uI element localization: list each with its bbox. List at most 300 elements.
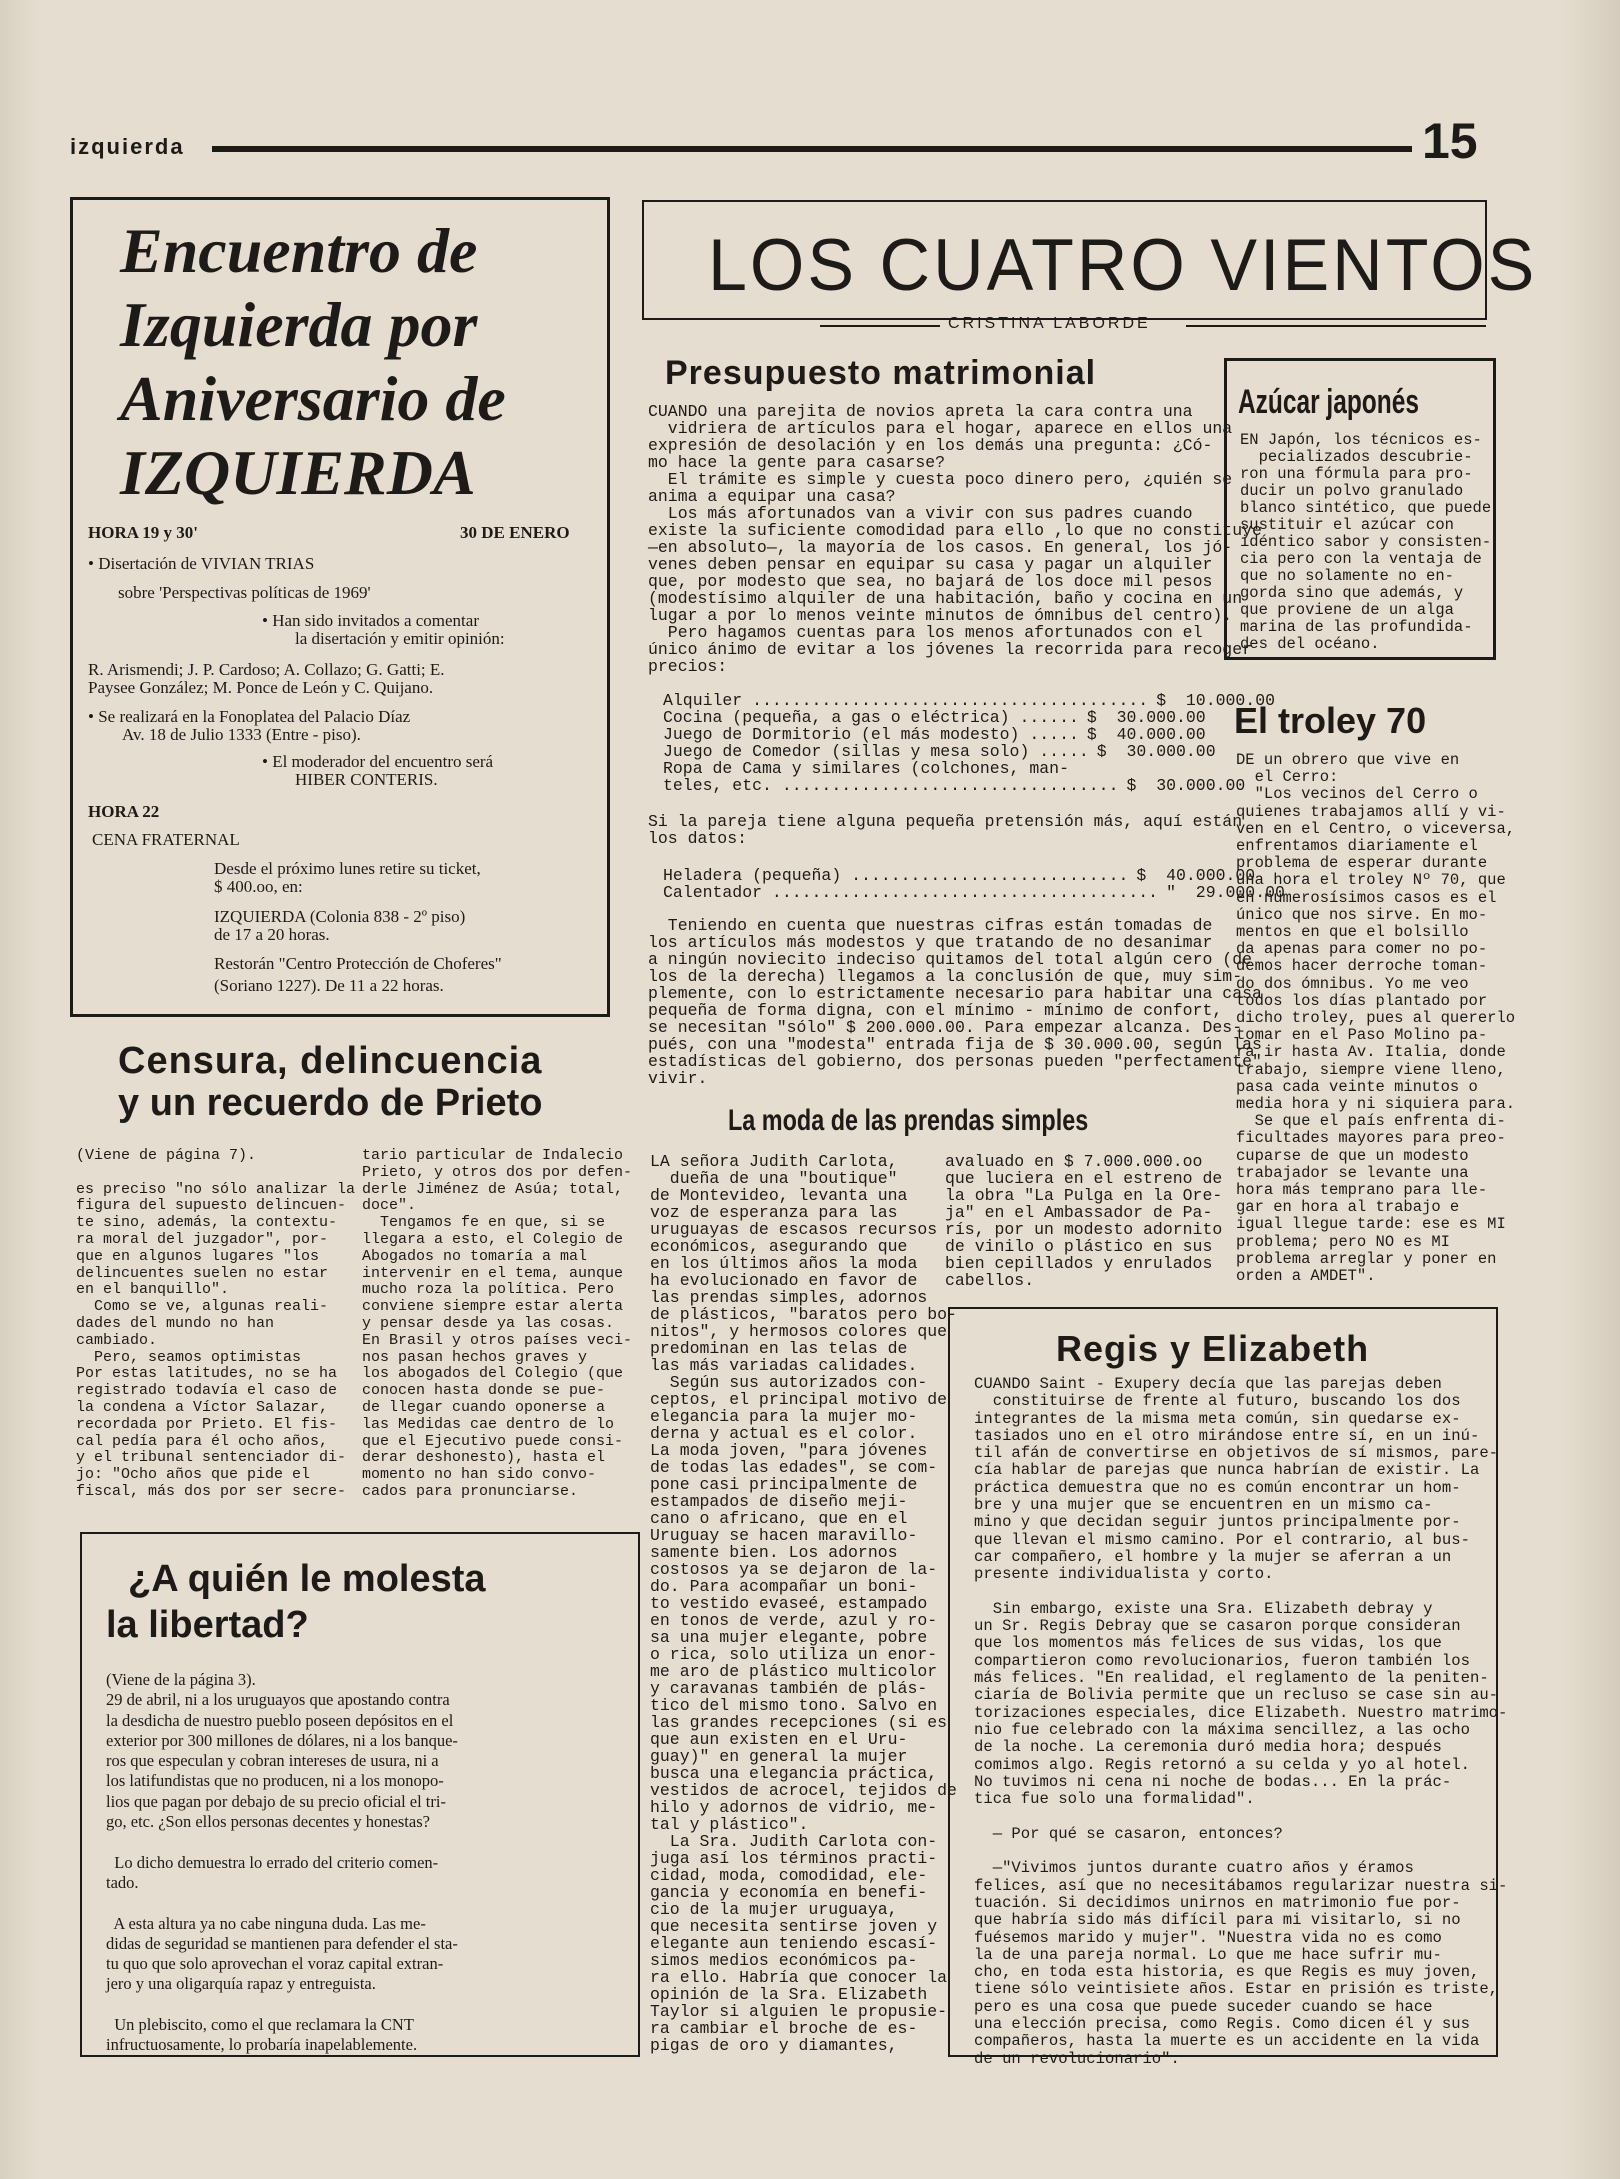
presupuesto-line: mo hace la gente para casarse?: [648, 453, 946, 472]
price-row: [663, 776, 1246, 795]
presupuesto-line: Pero hagamos cuentas para los menos afortunados con el: [648, 623, 1203, 642]
troley-line: demos hacer derroche toman-: [1236, 957, 1488, 976]
presupuesto-line: expresión de desolación y en los demás una pregunta: ¿Có-: [648, 436, 1213, 455]
azucar-line: marina de las profundida-: [1240, 618, 1473, 636]
troley-line: en numerosísimos casos es el: [1236, 888, 1497, 907]
censura-line: jo: "Ocho años que pide el: [76, 1466, 311, 1484]
moda-line: LA señora Judith Carlota,: [650, 1152, 898, 1171]
censura-line: derar deshonesto), hasta el: [362, 1449, 606, 1467]
moda-line: juga así los términos practi-: [650, 1849, 938, 1868]
moda-line: vestidos de acrocel, tejidos de: [650, 1781, 957, 1800]
libertad-line: exterior por 300 millones de dólares, ni a los banque-: [106, 1730, 458, 1750]
regis-line: bre y una mujer que se encuentren en un mismo ca-: [974, 1496, 1433, 1515]
censura-line: delincuentes suelen no estar: [76, 1264, 329, 1282]
censura-line: Abogados no tomaría a mal: [362, 1247, 588, 1265]
moda-line: predominan en las telas de: [650, 1339, 908, 1358]
azucar-line: que no solamente no en-: [1240, 567, 1454, 585]
regis-line: la de una pareja normal. Lo que me hace sufrir mu-: [974, 1945, 1442, 1964]
price-item-label: Calentador .......................................: [663, 883, 1159, 902]
moda-line: y caravanas también de plás-: [650, 1679, 928, 1698]
moda-line: bien cepillados y enrulados: [945, 1254, 1213, 1273]
libertad-line: Lo dicho demuestra lo errado del criterio comen-: [106, 1852, 439, 1872]
encuentro-cena: CENA FRATERNAL: [92, 830, 240, 849]
libertad-line: A esta altura ya no cabe ninguna duda. Las me-: [106, 1913, 426, 1933]
troley-line: do dos ómnibus. Yo me veo: [1236, 974, 1469, 993]
presupuesto-line: —en absoluto—, la mayoría de los casos. En general, los jó-: [648, 538, 1233, 557]
presupuesto-line: Si la pareja tiene alguna pequeña pretensión más, aquí están: [648, 812, 1243, 831]
regis-line: constituirse de frente al futuro, buscando los dos: [974, 1392, 1461, 1411]
regis-line: de la noche. La ceremonia duró media hora; después: [974, 1738, 1442, 1757]
moda-line: pigas de oro y diamantes,: [650, 2036, 898, 2055]
libertad-line: infructuosamente, lo probaría inapelablemente.: [106, 2035, 418, 2055]
byline-rule-left: [820, 325, 940, 327]
regis-line: Sin embargo, existe una Sra. Elizabeth debray y: [974, 1599, 1433, 1618]
censura-col2: [362, 1147, 633, 1501]
price-item-value: $ 10.000.00: [1156, 691, 1276, 710]
presupuesto-line: que, por modesto que sea, no bajará de los doce mil pesos: [648, 572, 1213, 591]
price-item-label: teles, etc. ..................................: [663, 776, 1119, 795]
encuentro-ticket4: de 17 a 20 horas.: [214, 925, 330, 944]
troley-line: ficultades mayores para preo-: [1236, 1129, 1506, 1148]
libertad-line: lios que pagan por debajo de su precio oficial el tri-: [106, 1791, 446, 1811]
moda-line: las prendas simples, adornos: [650, 1288, 928, 1307]
censura-line: tario particular de Indalecio: [362, 1147, 624, 1164]
troley-line: DE un obrero que vive en: [1236, 751, 1460, 769]
price-row: [663, 725, 1206, 744]
libertad-line: la desdicha de nuestro pueblo poseen depósitos en el: [106, 1710, 454, 1730]
moda-line: guay)" en general la mujer: [650, 1747, 908, 1766]
censura-line: derle Jiménez de Asúa; total,: [362, 1180, 624, 1198]
censura-line: recordada por Prieto. El fis-: [76, 1415, 338, 1433]
azucar-line: des del océano.: [1240, 635, 1380, 653]
moda-line: me aro de plástico multicolor: [650, 1662, 938, 1681]
censura-line: (Viene de página 7).: [76, 1147, 257, 1164]
troley-line: quienes trabajamos allí y vi-: [1236, 802, 1506, 821]
regis-line: tiene sólo veintisiete años. Estar en prisión es triste,: [974, 1980, 1499, 1999]
regis-line: mino y que decidan seguir juntos principalmente por-: [974, 1513, 1461, 1532]
moda-line: nitos", y hermosos colores que: [650, 1322, 948, 1341]
azucar-line: ducir un polvo granulado: [1240, 482, 1464, 500]
libertad-line: [106, 1995, 626, 2015]
moda-line: la obra "La Pulga en la Ore-: [945, 1186, 1223, 1205]
regis-line: que los momentos más felices de sus vidas, los que: [974, 1634, 1442, 1653]
moda-col2: [945, 1153, 1225, 1289]
azucar-title: Azúcar japonés: [1238, 383, 1419, 421]
regis-line: [974, 1584, 1494, 1601]
regis-line: [974, 1808, 1494, 1825]
regis-line: presente individualista y corto.: [974, 1565, 1274, 1584]
regis-line: No tuvimos ni cena ni noche de bodas... En la prác-: [974, 1772, 1452, 1791]
presupuesto-line: Los más afortunados van a vivir con sus padres cuando: [648, 504, 1193, 523]
price-item-label: Juego de Dormitorio (el más modesto) .....: [663, 725, 1079, 744]
presupuesto-line: precios:: [648, 657, 728, 676]
moda-line: las grandes recepciones (si es: [650, 1713, 948, 1732]
encuentro-line1: • Disertación de VIVIAN TRIAS: [88, 554, 315, 573]
moda-line: sa una mujer elegante, pobre: [650, 1628, 928, 1647]
header-rule: [212, 146, 1412, 152]
censura-line: llegara a esto, el Colegio de: [362, 1230, 624, 1248]
encuentro-ticket2: $ 400.oo, en:: [214, 877, 303, 896]
censura-line: figura del supuesto delincuen-: [76, 1197, 347, 1215]
troley-line: gar en hora al trabajo e: [1236, 1198, 1460, 1217]
presupuesto-title: Presupuesto matrimonial: [665, 354, 1097, 392]
encuentro-line2: sobre 'Perspectivas políticas de 1969': [118, 583, 371, 602]
libertad-line: 29 de abril, ni a los uruguayos que apostando contra: [106, 1690, 450, 1710]
presupuesto-p2: [648, 812, 1243, 848]
censura-line: doce".: [362, 1197, 417, 1215]
moda-line: ceptos, el principal motivo de: [650, 1390, 948, 1409]
troley-line: problema de esperar durante: [1236, 854, 1488, 873]
presupuesto-line: anima a equipar una casa?: [648, 487, 896, 506]
troley-line: orden a AMDET".: [1236, 1267, 1376, 1286]
censura-line: que en algunos lugares "los: [76, 1247, 320, 1265]
troley-line: una hora el troley Nº 70, que: [1236, 871, 1506, 890]
censura-line: que el Ejecutivo puede consi-: [362, 1432, 624, 1450]
censura-line: cal pedía para él ocho años,: [76, 1432, 329, 1450]
censura-title-line1: Censura, delincuencia: [118, 1040, 543, 1082]
libertad-line: tu quo que solo aprovechan el voraz capital extran-: [106, 1954, 444, 1974]
moda-line: ha evolucionado en favor de: [650, 1271, 918, 1290]
censura-line: Por estas latitudes, no se ha: [76, 1365, 338, 1383]
moda-line: rís, por un modesto adornito: [945, 1220, 1223, 1239]
presupuesto-line: (modestísimo alquiler de una habitación, baño y cocina en un: [648, 589, 1243, 608]
moda-line: derna y actual es el color.: [650, 1424, 918, 1443]
troley-line: igual llegue tarde: ese es MI: [1236, 1215, 1506, 1234]
presupuesto-line: los de la derecha) llegamos a la conclusión de que, muy sim-: [648, 967, 1243, 986]
azucar-body: [1240, 432, 1490, 653]
regis-line: cho, en toda esta historia, es que Regis es muy joven,: [974, 1963, 1480, 1982]
encuentro-line3a: • Han sido invitados a comentar: [262, 611, 479, 630]
moda-line: que luciera en el estreno de: [945, 1169, 1223, 1188]
regis-line: —"Vivimos juntos durante cuatro años y éramos: [974, 1859, 1414, 1878]
encuentro-ticket5: Restorán "Centro Protección de Choferes": [214, 954, 502, 973]
troley-line: mentos en que el bolsillo: [1236, 923, 1469, 942]
presupuesto-line: vidriera de artículos para el hogar, aparece en ellos una: [648, 419, 1233, 438]
regis-line: que habría sido más difícil para mi visitarlo, si no: [974, 1911, 1461, 1930]
censura-line: nos pasan hechos graves y: [362, 1348, 588, 1366]
moda-line: costosos ya se dejaron de la-: [650, 1560, 938, 1579]
censura-line: y pensar desde ya las cosas.: [362, 1314, 615, 1332]
censura-line: registrado todavía el caso de: [76, 1382, 338, 1400]
price-item-label: Cocina (pequeña, a gas o eléctrica) ......: [663, 708, 1079, 727]
moda-line: tal y plástico".: [650, 1815, 809, 1834]
troley-line: da apenas para comer no po-: [1236, 940, 1488, 959]
censura-col1: [76, 1147, 356, 1501]
presupuesto-line: estadísticas del gobierno, dos personas pueden "perfectamente": [648, 1052, 1262, 1071]
presupuesto-prices: [663, 691, 1276, 795]
moda-line: cabellos.: [945, 1271, 1035, 1290]
moda-line: cidad, moda, comodidad, ele-: [650, 1866, 928, 1885]
censura-line: los abogados del Colegio (que: [362, 1365, 624, 1383]
troley-line: Se que el país enfrenta di-: [1236, 1112, 1506, 1131]
censura-line: En Brasil y otros países veci-: [362, 1331, 633, 1349]
libertad-line: jero y una oligarquía rapaz y entreguista.: [106, 1974, 376, 1994]
moda-line: gancia y economía en benefi-: [650, 1883, 928, 1902]
censura-line: momento no han sido convo-: [362, 1466, 597, 1484]
price-row: [663, 760, 1203, 777]
encuentro-title: [120, 214, 600, 510]
censura-line: conviene siempre estar alerta: [362, 1298, 624, 1316]
regis-body: [974, 1375, 1508, 2068]
moda-line: pone casi principalmente de: [650, 1475, 918, 1494]
troley-line: "Los vecinos del Cerro o: [1236, 785, 1478, 804]
regis-line: pero es una cosa que puede suceder cuando se hace: [974, 1997, 1433, 2016]
troley-line: dicho troley, pues al quererlo: [1236, 1009, 1516, 1028]
regis-line: cía hablar de parejas que nunca habrían de existir. La: [974, 1461, 1480, 1480]
presupuesto-p3: [648, 916, 1262, 1088]
encuentro-title-line: IZQUIERDA: [120, 437, 476, 508]
price-item-value: $ 30.000.00: [1126, 776, 1246, 795]
moda-line: económicos, asegurando que: [650, 1237, 908, 1256]
troley-line: problema arreglar y poner en: [1236, 1249, 1497, 1268]
moda-line: ra cambiar el broche de es-: [650, 2019, 918, 2038]
encuentro-ticket3: IZQUIERDA (Colonia 838 - 2º piso): [214, 907, 466, 926]
price-item-value: " 29.000.00: [1166, 883, 1285, 902]
moda-line: avaluado en $ 7.000.000.oo: [945, 1152, 1203, 1171]
censura-line: fiscal, más dos por ser secre-: [76, 1482, 347, 1500]
troley-line: trabajo, siempre viene lleno,: [1236, 1060, 1506, 1079]
censura-line: te sino, además, la contextu-: [76, 1214, 338, 1232]
moda-line: La moda joven, "para jóvenes: [650, 1441, 928, 1460]
presupuesto-line: existe la suficiente comodidad para ello ,lo que no constituye: [648, 521, 1262, 540]
libertad-line: go, etc. ¿Son ellos personas decentes y honestas?: [106, 1812, 430, 1832]
presupuesto-prices2: [663, 866, 1285, 902]
regis-line: CUANDO Saint - Exupery decía que las parejas deben: [974, 1375, 1442, 1393]
presupuesto-line: CUANDO una parejita de novios apreta la cara contra una: [648, 402, 1193, 421]
troley-line: ra ir hasta Av. Italia, donde: [1236, 1043, 1506, 1062]
page-number: 15: [1422, 113, 1478, 169]
censura-line: [76, 1165, 341, 1182]
moda-line: ja" en el Ambassador de Pa-: [945, 1203, 1213, 1222]
libertad-line: ros que especulan y cobran intereses de usura, ni a: [106, 1751, 439, 1771]
censura-line: Tengamos fe en que, si se: [362, 1214, 606, 1232]
presupuesto-line: El trámite es simple y cuesta poco dinero pero, ¿quién se: [648, 470, 1233, 489]
regis-line: ciaría de Bolivia permite que un recluso se case sin au-: [974, 1686, 1499, 1705]
header-brand: izquierda: [70, 134, 185, 159]
troley-title: El troley 70: [1234, 700, 1427, 741]
price-row: [663, 691, 1276, 710]
presupuesto-line: plemente, con lo estrictamente necesario para habitar una casa: [648, 984, 1262, 1003]
presupuesto-line: venes deben pensar en equipar su casa y pagar un alquiler: [648, 555, 1213, 574]
libertad-line: [106, 1832, 626, 1852]
moda-line: estampados de diseño meji-: [650, 1492, 908, 1511]
moda-line: Según sus autorizados con-: [650, 1373, 928, 1392]
regis-title: Regis y Elizabeth: [1056, 1328, 1370, 1369]
censura-line: cambiado.: [76, 1331, 158, 1349]
censura-line: la condena a Víctor Salazar,: [76, 1398, 329, 1416]
censura-line: Como se ve, algunas reali-: [76, 1298, 329, 1316]
moda-line: dueña de una "boutique": [650, 1169, 898, 1188]
presupuesto-line: los datos:: [648, 829, 748, 848]
libertad-body: [106, 1670, 626, 2056]
price-item-label: Alquiler ........................................: [663, 691, 1149, 710]
encuentro-hora2: HORA 22: [88, 802, 160, 821]
moda-line: voz de esperanza para las: [650, 1203, 898, 1222]
presupuesto-line: se necesitan "sólo" $ 200.000.00. Para empezar alcanza. Des-: [648, 1018, 1243, 1037]
regis-line: tasiados uno en el otro mirándose entre sí, en un inú-: [974, 1426, 1480, 1445]
moda-line: las más variadas calidades.: [650, 1356, 918, 1375]
encuentro-line3b: la disertación y emitir opinión:: [295, 629, 505, 648]
regis-line: nio fue celebrado con la máxima sencillez, a las ocho: [974, 1720, 1470, 1739]
moda-line: en los últimos años la moda: [650, 1254, 918, 1273]
troley-line: problema; pero NO es MI: [1236, 1232, 1450, 1251]
price-item-value: $ 40.000.00: [1136, 866, 1256, 885]
moda-line: elegante aun teniendo escasí-: [650, 1934, 938, 1953]
moda-line: que necesita sentirse joven y: [650, 1917, 938, 1936]
presupuesto-line: lugar a por lo menos veinte minutos de ómnibus del centro).: [648, 606, 1233, 625]
moda-line: busca una elegancia práctica,: [650, 1764, 938, 1783]
price-item-label: Juego de Comedor (sillas y mesa solo) .....: [663, 742, 1089, 761]
azucar-line: EN Japón, los técnicos es-: [1240, 431, 1482, 449]
cuatro-vientos-title: LOS CUATRO VIENTOS: [708, 224, 1538, 306]
censura-line: dades del mundo no han: [76, 1314, 275, 1332]
moda-line: opinión de la Sra. Elizabeth: [650, 1985, 928, 2004]
regis-line: una elección precisa, como Regis. Como dicen él y sus: [974, 2014, 1470, 2033]
troley-line: tomar en el Paso Molino pa-: [1236, 1026, 1488, 1045]
moda-line: de plásticos, "baratos pero bo-: [650, 1305, 957, 1324]
regis-line: compartieron como revolucionarios, fueron también los: [974, 1651, 1470, 1670]
regis-line: práctica demuestra que no es común encontrar un hom-: [974, 1478, 1461, 1497]
censura-line: en el banquillo".: [76, 1281, 230, 1299]
censura-line: ra moral del juzgador", por-: [76, 1230, 329, 1248]
azucar-line: idéntico sabor y consisten-: [1240, 533, 1492, 551]
presupuesto-line: pequeña de forma digna, con el mínimo - mínimo de confort,: [648, 1001, 1223, 1020]
encuentro-line6a: • El moderador del encuentro será: [262, 752, 494, 771]
regis-line: torizaciones especiales, dice Elizabeth. Nuestro matrimo-: [974, 1703, 1508, 1722]
libertad-line: (Viene de la página 3).: [106, 1670, 256, 1689]
presupuesto-line: único ánimo de evitar a los jóvenes la recorrida para recoger: [648, 640, 1252, 659]
encuentro-title-line: Izquierda por: [120, 289, 478, 360]
regis-line: tuación. Si decidimos unirnos en matrimonio fue por-: [974, 1893, 1461, 1912]
moda-line: simos medios económicos pa-: [650, 1951, 918, 1970]
moda-line: Uruguay se hacen maravillo-: [650, 1526, 918, 1545]
regis-line: — Por qué se casaron, entonces?: [974, 1824, 1283, 1843]
price-item-value: $ 30.000.00: [1086, 708, 1206, 727]
censura-line: y el tribunal sentenciador di-: [76, 1449, 347, 1467]
price-item-value: $ 30.000.00: [1096, 742, 1216, 761]
price-item-value: $ 40.000.00: [1086, 725, 1206, 744]
libertad-line: tado.: [106, 1872, 139, 1892]
moda-line: tico del mismo tono. Salvo en: [650, 1696, 938, 1715]
regis-line: car compañero, el hombre y la mujer se aferran a un: [974, 1547, 1452, 1566]
troley-line: el Cerro:: [1236, 768, 1339, 787]
encuentro-hora1: HORA 19 y 30': [88, 523, 199, 542]
moda-line: uruguayas de escasos recursos: [650, 1220, 938, 1239]
regis-line: felices, así que no necesitábamos regularizar nuestra si-: [974, 1876, 1508, 1895]
encuentro-line5a: • Se realizará en la Fonoplatea del Palacio Díaz: [88, 707, 411, 726]
censura-line: cados para pronunciarse.: [362, 1482, 579, 1500]
moda-title: La moda de las prendas simples: [728, 1104, 1089, 1137]
troley-line: ven en el Centro, o viceversa,: [1236, 819, 1516, 838]
moda-line: to vestido evaseé, estampado: [650, 1594, 928, 1613]
encuentro-line4b: Paysee González; M. Ponce de León y C. Quijano.: [88, 678, 434, 697]
regis-line: que llevan el mismo camino. Por el contrario, al bus-: [974, 1530, 1470, 1549]
price-row: [663, 742, 1216, 761]
azucar-line: gorda sino que además, y: [1240, 584, 1464, 602]
price-row: [663, 866, 1256, 885]
presupuesto-intro: [648, 402, 1262, 676]
troley-body: [1236, 751, 1516, 1286]
presupuesto-line: a ningún noviecito indeciso quitamos del total algún cero (de: [648, 950, 1252, 969]
presupuesto-line: pués, con una "modesta" entrada fija de $ 30.000.00, según las: [648, 1035, 1262, 1054]
regis-line: compañeros, hasta la muerte es un accidente en la vida: [974, 2032, 1480, 2051]
price-item-label: Heladera (pequeña) ............................: [663, 866, 1129, 885]
libertad-line: [106, 1893, 626, 1913]
censura-line: mucho roza la política. Pero: [362, 1281, 615, 1299]
troley-line: cuparse de que un modesto: [1236, 1146, 1469, 1165]
regis-line: integrantes de la misma meta común, sin quedarse ex-: [974, 1409, 1461, 1428]
troley-line: trabajador se levante una: [1236, 1163, 1469, 1182]
moda-line: que aun existen en el Uru-: [650, 1730, 908, 1749]
encuentro-title-line: Aniversario de: [120, 363, 506, 434]
price-row: [663, 883, 1285, 902]
troley-line: hora más temprano para lle-: [1236, 1181, 1488, 1200]
encuentro-line4a: R. Arismendi; J. P. Cardoso; A. Collazo; G. Gatti; E.: [88, 660, 445, 679]
price-item-label: Ropa de Cama y similares (colchones, man-: [663, 759, 1069, 778]
azucar-line: blanco sintético, que puede: [1240, 499, 1492, 517]
presupuesto-line: los artículos más modestos y que tratando de no desanimar: [648, 933, 1213, 952]
encuentro-title-line: Encuentro de: [120, 215, 478, 286]
byline-rule-right: [1186, 325, 1486, 327]
censura-line: Prieto, y otros dos por defen-: [362, 1163, 633, 1181]
troley-line: enfrentamos diariamente el: [1236, 837, 1478, 856]
libertad-line: didas de seguridad se mantienen para defender el sta-: [106, 1933, 458, 1953]
moda-col1: [650, 1152, 957, 2055]
moda-line: cano o africano, que en el: [650, 1509, 908, 1528]
azucar-line: ron una fórmula para pro-: [1240, 465, 1473, 483]
regis-line: fuésemos marido y mujer". "Nuestra vida no es como: [974, 1928, 1442, 1947]
troley-line: único que nos sirve. En mo-: [1236, 905, 1488, 924]
censura-line: intervenir en el tema, aunque: [362, 1264, 624, 1282]
censura-line: conocen hasta donde se pue-: [362, 1382, 606, 1400]
censura-line: es preciso "no sólo analizar la: [76, 1180, 356, 1198]
censura-line: las Medidas cae dentro de lo: [362, 1415, 615, 1433]
azucar-line: que proviene de un alga: [1240, 601, 1454, 619]
regis-line: comimos algo. Regis retornó a su celda y yo al hotel.: [974, 1755, 1470, 1774]
censura-line: Pero, seamos optimistas: [76, 1348, 302, 1366]
price-row: [663, 708, 1206, 727]
regis-line: [974, 1843, 1494, 1860]
regis-line: más felices. "En realidad, el reglamento de la peniten-: [974, 1669, 1489, 1688]
moda-line: de vinilo o plástico en sus: [945, 1237, 1213, 1256]
regis-line: un Sr. Regis Debray que se casaron porque consideran: [974, 1617, 1461, 1636]
moda-line: en tonos de verde, azul y ro-: [650, 1611, 938, 1630]
moda-line: cio de la mujer uruguaya,: [650, 1900, 898, 1919]
moda-line: Taylor si alguien le propusie-: [650, 2002, 948, 2021]
moda-line: de todas las edades", se com-: [650, 1458, 938, 1477]
azucar-line: pecializados descubrie-: [1240, 448, 1473, 466]
moda-line: hilo y adornos de vidrio, me-: [650, 1798, 938, 1817]
encuentro-ticket1: Desde el próximo lunes retire su ticket,: [214, 859, 481, 878]
troley-line: todos los días plantado por: [1236, 991, 1488, 1010]
troley-line: media hora y ni siquiera para.: [1236, 1095, 1516, 1114]
libertad-title-line1: ¿A quién le molesta: [128, 1558, 486, 1600]
libertad-title-line2: la libertad?: [106, 1604, 309, 1646]
presupuesto-line: Teniendo en cuenta que nuestras cifras están tomadas de: [648, 916, 1213, 935]
moda-line: samente bien. Los adornos: [650, 1543, 898, 1562]
azucar-line: cia pero con la ventaja de: [1240, 550, 1482, 568]
encuentro-ticket6: (Soriano 1227). De 11 a 22 horas.: [214, 976, 444, 995]
troley-line: pasa cada veinte minutos o: [1236, 1077, 1478, 1096]
azucar-line: sustituir el azúcar con: [1240, 516, 1454, 534]
regis-line: til afán de convertirse en objetivos de sí mismos, pare-: [974, 1444, 1499, 1463]
byline: CRISTINA LABORDE: [948, 315, 1151, 332]
moda-line: ra ello. Habría que conocer la: [650, 1968, 948, 1987]
moda-line: elegancia para la mujer mo-: [650, 1407, 918, 1426]
moda-line: o rica, solo utiliza un enor-: [650, 1645, 938, 1664]
moda-line: La Sra. Judith Carlota con-: [650, 1832, 938, 1851]
libertad-line: Un plebiscito, como el que reclamara la CNT: [106, 2015, 414, 2035]
